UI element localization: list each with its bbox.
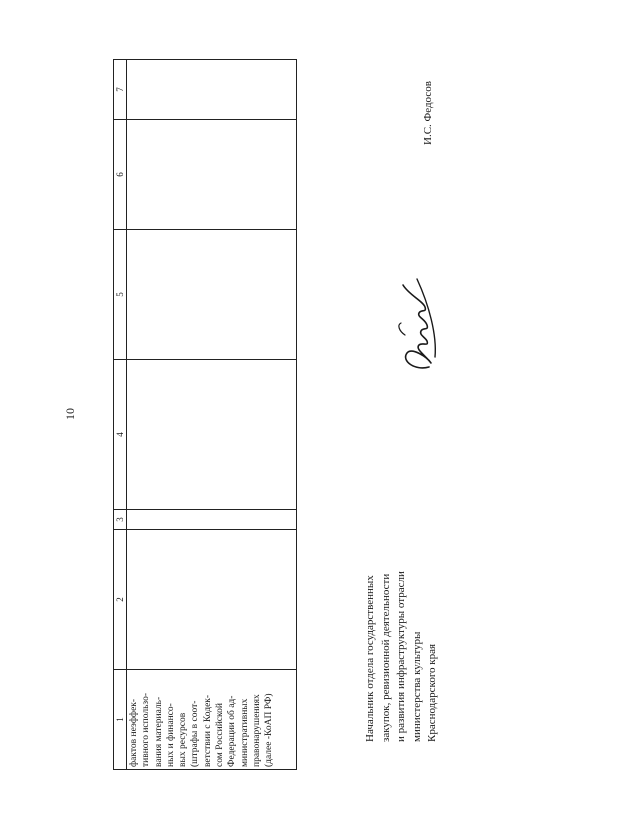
signatory-name: И.С. Федосов xyxy=(422,81,434,145)
page-number: 10 xyxy=(63,408,77,420)
column-header: 1 xyxy=(114,670,127,770)
table-cell xyxy=(127,530,297,670)
table-cell-description xyxy=(127,670,297,770)
table-cell xyxy=(127,120,297,230)
column-header: 3 xyxy=(114,510,127,530)
handwritten-signature xyxy=(385,275,445,375)
column-header: 4 xyxy=(114,360,127,510)
table-cell xyxy=(127,510,297,530)
rotated-page-content xyxy=(113,60,513,770)
table-cell xyxy=(127,360,297,510)
column-header: 7 xyxy=(114,60,127,120)
report-table-wrapper xyxy=(113,60,297,770)
table-cell xyxy=(127,60,297,120)
table-header-row xyxy=(114,60,127,770)
column-header: 6 xyxy=(114,120,127,230)
column-header: 2 xyxy=(114,530,127,670)
report-table xyxy=(113,59,297,770)
cell-text: фактов неэффек- тивного использо- вания материаль- ных и финансо- вых ресурсов (штрафы в соот- ветствии с Кодек- сом Российской Федерации об ад- министративных правонарушениях (далее -КоАП РФ) xyxy=(129,692,275,767)
table-cell xyxy=(127,230,297,360)
table-row xyxy=(127,60,297,770)
signatory-position: Начальник отдела государственных закупок, ревизионной деятельности и развития инфраструктуры отрасли министерства культуры Краснодарского края xyxy=(364,571,438,742)
column-header: 5 xyxy=(114,230,127,360)
